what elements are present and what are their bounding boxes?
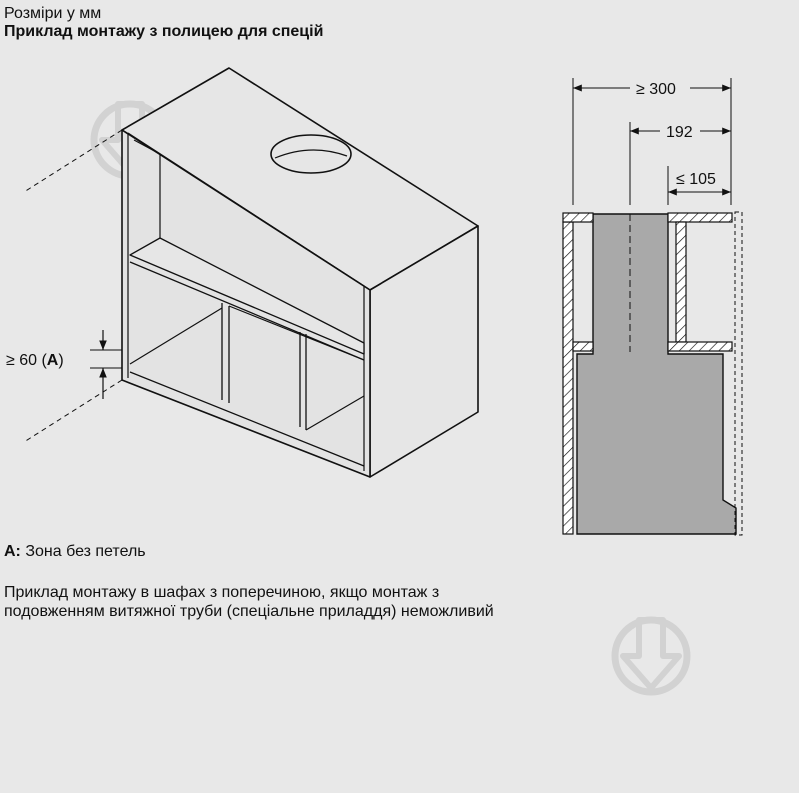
dimension-min-60-label: ≥ 60 (A) [6,352,64,369]
legend-a: A: Зона без петель [4,543,146,560]
dimension-min-300-label: ≥ 300 [636,81,676,98]
side-section [563,78,742,535]
hood-body [577,214,736,534]
dimension-min-60 [90,330,122,399]
diagram-title: Приклад монтажу з полицею для спецій [4,23,324,40]
units-label: Розміри у мм [4,5,102,22]
dimension-max-105-label: ≤ 105 [676,171,716,188]
installation-note: Приклад монтажу в шафах з поперечиною, якщо монтаж з подовженням витяжної труби (спеціальне приладдя) неможливий [4,584,494,620]
download-watermark-icon [615,620,687,692]
dimension-192-label: 192 [666,124,693,141]
